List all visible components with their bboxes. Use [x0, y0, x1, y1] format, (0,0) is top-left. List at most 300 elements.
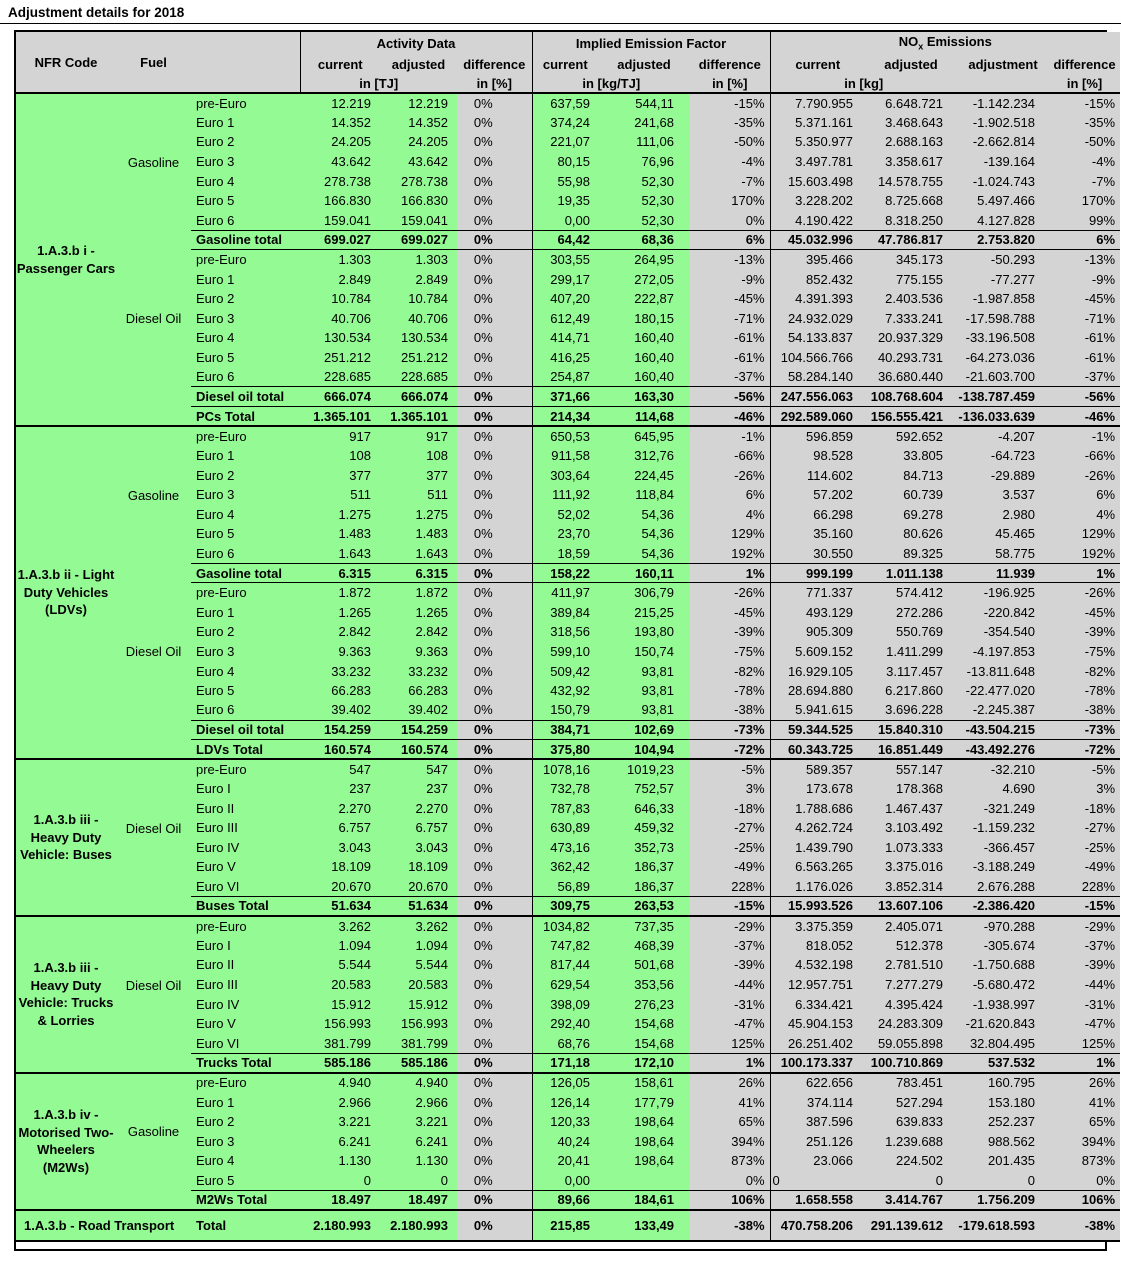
activity-current-cell: 39.402	[300, 700, 380, 720]
ief-adjusted-cell: 111,06	[598, 132, 690, 152]
activity-adjusted-cell: 20.670	[380, 877, 457, 897]
activity-difference-cell: 0%	[457, 642, 532, 662]
nox-adjustment-cell: -1.987.858	[957, 289, 1049, 309]
activity-current-cell: 3.221	[300, 1112, 380, 1132]
category-cell: Euro 4	[191, 328, 300, 348]
ief-current-cell: 215,85	[532, 1210, 598, 1241]
nox-current-cell: 1.176.026	[770, 877, 865, 897]
fuel-cell	[116, 230, 191, 250]
nox-current-cell: 247.556.063	[770, 387, 865, 407]
nox-difference-cell: -15%	[1049, 93, 1120, 113]
ief-adjusted-cell: 353,56	[598, 975, 690, 995]
nox-adjusted-cell: 6.217.860	[865, 681, 957, 701]
nox-adjusted-cell: 639.833	[865, 1112, 957, 1132]
nox-current-cell: 59.344.525	[770, 720, 865, 740]
table-row	[16, 230, 1120, 250]
ief-current-cell: 398,09	[532, 994, 598, 1014]
category-cell: Euro II	[191, 955, 300, 975]
category-cell: Euro 3	[191, 1131, 300, 1151]
activity-adjusted-cell: 166.830	[380, 191, 457, 211]
category-cell: Euro I	[191, 936, 300, 956]
nox-adjusted-cell: 69.278	[865, 504, 957, 524]
nox-adjusted-cell: 592.652	[865, 426, 957, 446]
ief-difference-cell: -25%	[690, 838, 770, 858]
nox-current-cell: 173.678	[770, 779, 865, 799]
category-cell: pre-Euro	[191, 916, 300, 936]
nox-difference-cell: -72%	[1049, 740, 1120, 760]
ief-current-cell: 817,44	[532, 955, 598, 975]
activity-difference-cell: 0%	[457, 1151, 532, 1171]
ief-difference-cell: -38%	[690, 700, 770, 720]
nox-difference-cell: -49%	[1049, 857, 1120, 877]
nox-adjustment-cell: -1.024.743	[957, 171, 1049, 191]
ief-current-cell: 309,75	[532, 896, 598, 916]
activity-adjusted-cell: 699.027	[380, 230, 457, 250]
activity-difference-cell: 0%	[457, 916, 532, 936]
grand-total-label-cell: 1.A.3.b - Road Transport	[16, 1210, 191, 1241]
nox-adjusted-cell: 224.502	[865, 1151, 957, 1171]
nox-difference-cell: -61%	[1049, 328, 1120, 348]
activity-difference-cell: 0%	[457, 328, 532, 348]
activity-difference-cell: 0%	[457, 896, 532, 916]
nox-adjustment-cell: -22.477.020	[957, 681, 1049, 701]
activity-adjusted-cell: 278.738	[380, 171, 457, 191]
activity-current-cell: 1.275	[300, 504, 380, 524]
ief-adjusted-cell: 222,87	[598, 289, 690, 309]
category-cell: Euro 5	[191, 348, 300, 368]
ief-current-cell: 52,02	[532, 504, 598, 524]
ief-current-cell: 0,00	[532, 1171, 598, 1191]
ief-difference-cell: -39%	[690, 622, 770, 642]
activity-adjusted-cell: 1.130	[380, 1151, 457, 1171]
activity-adjusted-cell: 156.993	[380, 1014, 457, 1034]
ief-current-cell: 56,89	[532, 877, 598, 897]
activity-difference-cell: 0%	[457, 1171, 532, 1191]
ief-difference-cell: -4%	[690, 152, 770, 172]
activity-current-cell: 33.232	[300, 661, 380, 681]
ief-difference-cell: 228%	[690, 877, 770, 897]
activity-current-cell: 154.259	[300, 720, 380, 740]
activity-adjusted-cell: 3.262	[380, 916, 457, 936]
nox-adjusted-cell: 557.147	[865, 759, 957, 779]
nox-adjustment-cell: -1.902.518	[957, 113, 1049, 133]
nox-adjustment-cell: -4.197.853	[957, 642, 1049, 662]
ief-current-cell: 1078,16	[532, 759, 598, 779]
ief-adjusted-cell: 150,74	[598, 642, 690, 662]
nox-adjusted-cell: 550.769	[865, 622, 957, 642]
activity-difference-cell: 0%	[457, 309, 532, 329]
ief-current-cell: 375,80	[532, 740, 598, 760]
nox-adjusted-cell: 6.648.721	[865, 93, 957, 113]
nox-adjustment-cell: 2.753.820	[957, 230, 1049, 250]
activity-difference-cell: 0%	[457, 426, 532, 446]
ief-current-cell: 68,76	[532, 1034, 598, 1054]
ief-difference-cell: 0%	[690, 211, 770, 231]
activity-current-cell: 156.993	[300, 1014, 380, 1034]
fuel-cell: Diesel Oil	[116, 583, 191, 720]
col-header-ief-current: current	[532, 54, 598, 74]
nox-current-cell: 16.929.105	[770, 661, 865, 681]
category-cell: Euro V	[191, 857, 300, 877]
col-header-activity-difference: difference	[457, 54, 532, 74]
fuel-cell	[116, 720, 191, 740]
group-header-implied-emission-factor: Implied Emission Factor	[532, 32, 770, 54]
ief-adjusted-cell: 1019,23	[598, 759, 690, 779]
ief-adjusted-cell: 264,95	[598, 250, 690, 270]
activity-difference-cell: 0%	[457, 485, 532, 505]
ief-adjusted-cell: 544,11	[598, 93, 690, 113]
ief-adjusted-cell: 737,35	[598, 916, 690, 936]
ief-adjusted-cell: 118,84	[598, 485, 690, 505]
nox-difference-cell: -66%	[1049, 446, 1120, 466]
category-cell: Euro II	[191, 798, 300, 818]
nox-adjusted-cell: 3.103.492	[865, 818, 957, 838]
nox-difference-cell: -26%	[1049, 583, 1120, 603]
activity-adjusted-cell: 3.043	[380, 838, 457, 858]
nox-current-cell: 387.596	[770, 1112, 865, 1132]
nox-adjusted-cell: 3.696.228	[865, 700, 957, 720]
nox-adjusted-cell: 156.555.421	[865, 407, 957, 427]
nox-difference-cell: 873%	[1049, 1151, 1120, 1171]
nox-current-cell: 4.391.393	[770, 289, 865, 309]
activity-difference-cell: 0%	[457, 759, 532, 779]
category-cell: Euro 3	[191, 485, 300, 505]
fuel-cell	[116, 896, 191, 916]
nox-current-cell: 622.656	[770, 1073, 865, 1093]
activity-current-cell: 43.642	[300, 152, 380, 172]
activity-difference-cell: 0%	[457, 818, 532, 838]
nox-current-cell: 60.343.725	[770, 740, 865, 760]
ief-adjusted-cell: 133,49	[598, 1210, 690, 1241]
nox-adjustment-cell: 160.795	[957, 1073, 1049, 1093]
col-header-ief-difference: difference	[690, 54, 770, 74]
category-cell: Euro V	[191, 1014, 300, 1034]
nox-adjusted-cell: 24.283.309	[865, 1014, 957, 1034]
activity-difference-cell: 0%	[457, 211, 532, 231]
table-row	[16, 1053, 1120, 1073]
nox-adjustment-cell: -366.457	[957, 838, 1049, 858]
nox-difference-cell: 26%	[1049, 1073, 1120, 1093]
category-cell: pre-Euro	[191, 93, 300, 113]
activity-difference-cell: 0%	[457, 563, 532, 583]
nox-adjustment-cell: -32.210	[957, 759, 1049, 779]
nox-adjustment-cell: -1.938.997	[957, 994, 1049, 1014]
ief-difference-cell: 106%	[690, 1190, 770, 1210]
activity-current-cell: 4.940	[300, 1073, 380, 1093]
activity-current-cell: 159.041	[300, 211, 380, 231]
activity-current-cell: 917	[300, 426, 380, 446]
activity-difference-cell: 0%	[457, 465, 532, 485]
nox-adjustment-cell: 537.532	[957, 1053, 1049, 1073]
nox-difference-cell: -4%	[1049, 152, 1120, 172]
nox-difference-cell: -71%	[1049, 309, 1120, 329]
activity-difference-cell: 0%	[457, 622, 532, 642]
activity-current-cell: 9.363	[300, 642, 380, 662]
activity-current-cell: 18.109	[300, 857, 380, 877]
category-cell: Euro 1	[191, 446, 300, 466]
nox-difference-cell: -75%	[1049, 642, 1120, 662]
category-cell: Buses Total	[191, 896, 300, 916]
table-row	[16, 720, 1120, 740]
nox-difference-cell: -15%	[1049, 896, 1120, 916]
activity-adjusted-cell: 6.757	[380, 818, 457, 838]
ief-current-cell: 1034,82	[532, 916, 598, 936]
activity-adjusted-cell: 24.205	[380, 132, 457, 152]
activity-current-cell: 251.212	[300, 348, 380, 368]
table-row	[16, 1190, 1120, 1210]
nox-adjusted-cell: 178.368	[865, 779, 957, 799]
activity-difference-cell: 0%	[457, 1053, 532, 1073]
nox-adjustment-cell: -64.723	[957, 446, 1049, 466]
ief-difference-cell: -61%	[690, 348, 770, 368]
ief-adjusted-cell: 184,61	[598, 1190, 690, 1210]
nox-current-cell: 4.190.422	[770, 211, 865, 231]
nox-adjusted-cell: 345.173	[865, 250, 957, 270]
nox-current-cell: 45.904.153	[770, 1014, 865, 1034]
activity-adjusted-cell: 66.283	[380, 681, 457, 701]
activity-current-cell: 1.483	[300, 524, 380, 544]
nox-current-cell: 596.859	[770, 426, 865, 446]
nox-adjustment-cell: -1.159.232	[957, 818, 1049, 838]
ief-difference-cell: -45%	[690, 602, 770, 622]
ief-current-cell: 111,92	[532, 485, 598, 505]
activity-current-cell: 14.352	[300, 113, 380, 133]
activity-adjusted-cell: 43.642	[380, 152, 457, 172]
nox-adjusted-cell: 512.378	[865, 936, 957, 956]
activity-current-cell: 2.180.993	[300, 1210, 380, 1241]
ief-current-cell: 299,17	[532, 269, 598, 289]
nox-difference-cell: -37%	[1049, 367, 1120, 387]
nox-adjustment-cell: 988.562	[957, 1131, 1049, 1151]
activity-adjusted-cell: 917	[380, 426, 457, 446]
ief-adjusted-cell: 198,64	[598, 1131, 690, 1151]
fuel-cell: Gasoline	[116, 1073, 191, 1191]
activity-current-cell: 6.757	[300, 818, 380, 838]
nox-adjusted-cell: 1.011.138	[865, 563, 957, 583]
ief-adjusted-cell: 459,32	[598, 818, 690, 838]
nox-current-cell: 470.758.206	[770, 1210, 865, 1241]
nox-difference-cell: -27%	[1049, 818, 1120, 838]
activity-adjusted-cell: 20.583	[380, 975, 457, 995]
nox-difference-cell: 228%	[1049, 877, 1120, 897]
nox-adjustment-cell: -1.142.234	[957, 93, 1049, 113]
nox-adjustment-cell: -3.188.249	[957, 857, 1049, 877]
nox-difference-cell: -29%	[1049, 916, 1120, 936]
nox-difference-cell: 41%	[1049, 1092, 1120, 1112]
activity-difference-cell: 0%	[457, 936, 532, 956]
activity-current-cell: 585.186	[300, 1053, 380, 1073]
activity-current-cell: 1.094	[300, 936, 380, 956]
category-cell: Euro IV	[191, 994, 300, 1014]
activity-adjusted-cell: 6.315	[380, 563, 457, 583]
activity-adjusted-cell: 2.270	[380, 798, 457, 818]
nox-adjusted-cell: 13.607.106	[865, 896, 957, 916]
col-header-nfr-code: NFR Code	[16, 32, 116, 93]
nox-current-cell: 5.371.161	[770, 113, 865, 133]
ief-current-cell: 23,70	[532, 524, 598, 544]
category-cell: Euro 6	[191, 700, 300, 720]
category-cell: Euro VI	[191, 877, 300, 897]
ief-current-cell: 158,22	[532, 563, 598, 583]
activity-adjusted-cell: 0	[380, 1171, 457, 1191]
ief-difference-cell: 873%	[690, 1151, 770, 1171]
activity-difference-cell: 0%	[457, 1092, 532, 1112]
unit-activity-pct: in [%]	[457, 74, 532, 93]
nox-current-cell: 6.563.265	[770, 857, 865, 877]
activity-difference-cell: 0%	[457, 602, 532, 622]
ief-difference-cell: -5%	[690, 759, 770, 779]
nox-difference-cell: 4%	[1049, 504, 1120, 524]
activity-current-cell: 666.074	[300, 387, 380, 407]
activity-current-cell: 377	[300, 465, 380, 485]
activity-current-cell: 237	[300, 779, 380, 799]
nox-current-cell: 114.602	[770, 465, 865, 485]
ief-current-cell: 80,15	[532, 152, 598, 172]
activity-current-cell: 2.842	[300, 622, 380, 642]
nox-current-cell: 852.432	[770, 269, 865, 289]
nfr-code-cell: 1.A.3.b iv - Motorised Two-Wheelers (M2Ws)	[16, 1073, 116, 1210]
table-row	[16, 1073, 1120, 1093]
nox-difference-cell: -39%	[1049, 955, 1120, 975]
activity-difference-cell: 0%	[457, 661, 532, 681]
activity-current-cell: 3.043	[300, 838, 380, 858]
activity-difference-cell: 0%	[457, 171, 532, 191]
nox-current-cell: 57.202	[770, 485, 865, 505]
activity-difference-cell: 0%	[457, 798, 532, 818]
nox-current-cell: 28.694.880	[770, 681, 865, 701]
category-cell: Euro III	[191, 975, 300, 995]
nox-adjustment-cell: -139.164	[957, 152, 1049, 172]
nox-current-cell: 15.603.498	[770, 171, 865, 191]
nox-current-cell: 98.528	[770, 446, 865, 466]
nox-adjustment-cell: 0	[957, 1171, 1049, 1191]
ief-adjusted-cell: 102,69	[598, 720, 690, 740]
ief-adjusted-cell	[598, 1171, 690, 1191]
nox-adjusted-cell: 47.786.817	[865, 230, 957, 250]
category-cell: Euro 5	[191, 1171, 300, 1191]
activity-adjusted-cell: 1.483	[380, 524, 457, 544]
nox-adjustment-cell: -179.618.593	[957, 1210, 1049, 1241]
adjustment-table	[16, 32, 1120, 1242]
ief-adjusted-cell: 501,68	[598, 955, 690, 975]
nox-adjustment-cell: -136.033.639	[957, 407, 1049, 427]
nox-difference-cell: -18%	[1049, 798, 1120, 818]
fuel-cell	[116, 387, 191, 407]
nox-current-cell: 104.566.766	[770, 348, 865, 368]
activity-adjusted-cell: 1.094	[380, 936, 457, 956]
ief-difference-cell: 125%	[690, 1034, 770, 1054]
ief-difference-cell: 192%	[690, 544, 770, 564]
activity-difference-cell: 0%	[457, 269, 532, 289]
nox-adjustment-cell: -13.811.648	[957, 661, 1049, 681]
page-title: Adjustment details for 2018	[0, 0, 1121, 24]
ief-difference-cell: -82%	[690, 661, 770, 681]
ief-adjusted-cell: 93,81	[598, 681, 690, 701]
ief-adjusted-cell: 160,40	[598, 367, 690, 387]
nox-current-cell: 5.350.977	[770, 132, 865, 152]
ief-adjusted-cell: 163,30	[598, 387, 690, 407]
ief-difference-cell: -37%	[690, 936, 770, 956]
ief-current-cell: 89,66	[532, 1190, 598, 1210]
activity-adjusted-cell: 381.799	[380, 1034, 457, 1054]
nox-adjusted-cell: 36.680.440	[865, 367, 957, 387]
ief-current-cell: 416,25	[532, 348, 598, 368]
fuel-cell	[116, 407, 191, 427]
nox-difference-cell: 6%	[1049, 230, 1120, 250]
nox-current-cell: 395.466	[770, 250, 865, 270]
activity-adjusted-cell: 1.303	[380, 250, 457, 270]
activity-difference-cell: 0%	[457, 407, 532, 427]
nox-adjustment-cell: -1.750.688	[957, 955, 1049, 975]
ief-difference-cell: -61%	[690, 328, 770, 348]
nox-adjustment-cell: -43.504.215	[957, 720, 1049, 740]
nox-current-cell: 1.658.558	[770, 1190, 865, 1210]
nox-difference-cell: 6%	[1049, 485, 1120, 505]
nox-adjustment-cell: -4.207	[957, 426, 1049, 446]
ief-current-cell: 19,35	[532, 191, 598, 211]
activity-current-cell: 166.830	[300, 191, 380, 211]
activity-difference-cell: 0%	[457, 994, 532, 1014]
nox-adjusted-cell: 59.055.898	[865, 1034, 957, 1054]
category-cell: Euro III	[191, 818, 300, 838]
ief-difference-cell: 65%	[690, 1112, 770, 1132]
ief-current-cell: 292,40	[532, 1014, 598, 1034]
activity-adjusted-cell: 15.912	[380, 994, 457, 1014]
nox-adjusted-cell: 4.395.424	[865, 994, 957, 1014]
nox-adjustment-cell: -21.620.843	[957, 1014, 1049, 1034]
ief-difference-cell: -47%	[690, 1014, 770, 1034]
activity-difference-cell: 0%	[457, 1210, 532, 1241]
nox-adjustment-cell: -2.662.814	[957, 132, 1049, 152]
group-header-activity-data: Activity Data	[300, 32, 532, 54]
col-header-ief-adjusted: adjusted	[598, 54, 690, 74]
activity-adjusted-cell: 251.212	[380, 348, 457, 368]
activity-current-cell: 1.265	[300, 602, 380, 622]
ief-difference-cell: -72%	[690, 740, 770, 760]
activity-adjusted-cell: 237	[380, 779, 457, 799]
activity-adjusted-cell: 51.634	[380, 896, 457, 916]
ief-adjusted-cell: 645,95	[598, 426, 690, 446]
nox-adjustment-cell: 32.804.495	[957, 1034, 1049, 1054]
table-header	[16, 32, 1120, 93]
ief-current-cell: 214,34	[532, 407, 598, 427]
ief-adjusted-cell: 93,81	[598, 661, 690, 681]
nox-difference-cell: -45%	[1049, 602, 1120, 622]
nox-adjusted-cell: 2.688.163	[865, 132, 957, 152]
ief-difference-cell: -44%	[690, 975, 770, 995]
nox-adjusted-cell: 527.294	[865, 1092, 957, 1112]
ief-difference-cell: -9%	[690, 269, 770, 289]
ief-difference-cell: 3%	[690, 779, 770, 799]
group-header-nox-emissions: $NO_x$ Emissions	[770, 32, 1120, 54]
nox-difference-cell: -9%	[1049, 269, 1120, 289]
ief-adjusted-cell: 752,57	[598, 779, 690, 799]
activity-adjusted-cell: 585.186	[380, 1053, 457, 1073]
ief-adjusted-cell: 646,33	[598, 798, 690, 818]
activity-difference-cell: 0%	[457, 544, 532, 564]
nox-adjusted-cell: 100.710.869	[865, 1053, 957, 1073]
nox-adjustment-cell: 201.435	[957, 1151, 1049, 1171]
ief-adjusted-cell: 114,68	[598, 407, 690, 427]
ief-current-cell: 374,24	[532, 113, 598, 133]
nox-current-cell: 771.337	[770, 583, 865, 603]
activity-adjusted-cell: 1.643	[380, 544, 457, 564]
nox-difference-cell: -7%	[1049, 171, 1120, 191]
nox-current-cell: 818.052	[770, 936, 865, 956]
table-row	[16, 759, 1120, 779]
activity-current-cell: 5.544	[300, 955, 380, 975]
activity-current-cell: 10.784	[300, 289, 380, 309]
